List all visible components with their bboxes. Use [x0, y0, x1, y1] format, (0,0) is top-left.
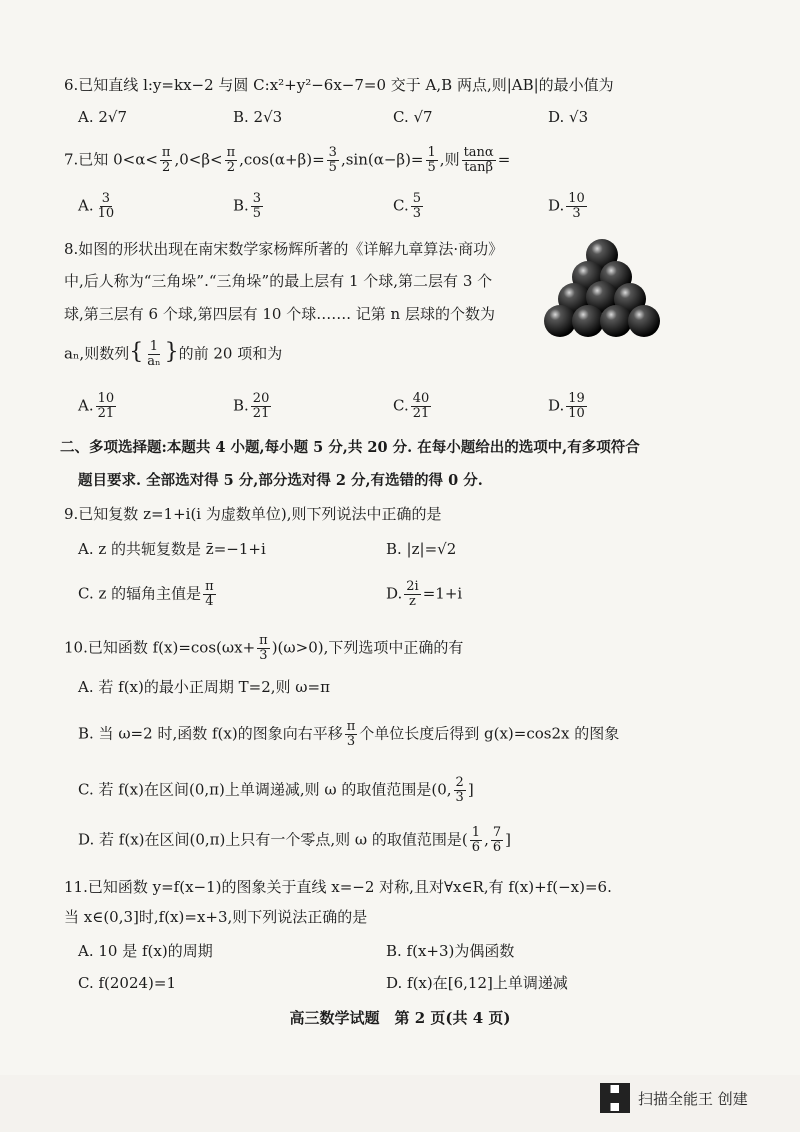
question-8-line-4: aₙ,则数列{ $\frac{1}{\text{aₙ}}$ }的前 20 项和为	[64, 339, 283, 369]
q10-option-c: C. 若 f(x)在区间(0,π)上单调递减,则 ω 的取值范围是(0, $\frac{2}{3}$ ]	[78, 775, 474, 805]
question-10-stem: 10.已知函数 f(x)=cos(ωx+ $\frac{\pi}{3}$ )(ω>0),下列选项中正确的有	[64, 633, 464, 663]
q6-option-b: B. 2√3	[233, 108, 283, 126]
question-11-line-1: 11.已知函数 y=f(x−1)的图象关于直线 x=−2 对称,且对∀x∈R,有 f(x)+f(−x)=6.	[64, 878, 612, 896]
q7-frac-pi-2a: $\frac{\pi}{2}$	[161, 145, 171, 175]
q8-text-b: 的前 20 项和为	[178, 344, 283, 363]
scanner-label: 扫描全能王 创建	[638, 1089, 748, 1108]
q11-option-b: B. f(x+3)为偶函数	[386, 942, 515, 960]
q8-option-a: A. $\frac{10}{21}$	[78, 391, 115, 421]
q7-text-d: ,sin(α−β)=	[340, 150, 424, 169]
question-9-stem: 9.已知复数 z=1+i(i 为虚数单位),则下列说法中正确的是	[64, 505, 442, 523]
page-footer: 高三数学试题 第 2 页(共 4 页)	[289, 1009, 511, 1027]
q7-frac-tan: $\frac{\tan\alpha}{\tan\beta}$	[463, 145, 494, 175]
q7-option-c: C. $\frac{5}{3}$	[393, 191, 421, 221]
q8-frac-1-an: $\frac{1}{\text{aₙ}}$	[147, 339, 161, 369]
q6-option-c: C. √7	[393, 108, 433, 126]
section-2-heading-line-2: 题目要求. 全部选对得 5 分,部分选对得 2 分,有选错的得 0 分.	[78, 472, 483, 489]
q9-option-c: C. z 的辐角主值是 $\frac{\pi}{4}$	[78, 579, 214, 609]
question-8-line-3: 球,第三层有 6 个球,第四层有 10 个球……. 记第 n 层球的个数为	[64, 305, 495, 323]
q10-option-a: A. 若 f(x)的最小正周期 T=2,则 ω=π	[78, 678, 330, 696]
question-8-line-1: 8.如图的形状出现在南宋数学家杨辉所著的《详解九章算法·商功》	[64, 240, 504, 258]
q8-option-b: B. $\frac{20}{21}$	[233, 391, 270, 421]
q8-option-c: C. $\frac{40}{21}$	[393, 391, 430, 421]
question-11-line-2: 当 x∈(0,3]时,f(x)=x+3,则下列说法正确的是	[64, 908, 368, 926]
q8-option-d: D. $\frac{19}{10}$	[548, 391, 585, 421]
q8-text-a: aₙ,则数列	[64, 344, 130, 363]
question-7-stem	[64, 146, 510, 175]
q9-option-b: B. |z|=√2	[386, 540, 457, 558]
question-8-line-2: 中,后人称为“三角垛”.“三角垛”的最上层有 1 个球,第二层有 3 个	[64, 272, 493, 290]
q9-option-d: D. $\frac{2i}{z}$ =1+i	[386, 579, 463, 609]
q11-option-d: D. f(x)在[6,12]上单调递减	[386, 974, 568, 992]
q7-frac-3-5: $\frac{3}{5}$	[328, 145, 337, 175]
q10-option-d: D. 若 f(x)在区间(0,π)上只有一个零点,则 ω 的取值范围是( $\frac{1}{6}$ , $\frac{7}{6}$ ]	[78, 825, 511, 855]
question-6-stem: 6.已知直线 l:y=kx−2 与圆 C:x²+y²−6x−7=0 交于 A,B 两点,则|AB|的最小值为	[64, 76, 614, 94]
q6-option-a: A. 2√7	[78, 108, 128, 126]
q7-text-f: =	[497, 150, 511, 169]
section-2-heading-line-1: 二、多项选择题:本题共 4 小题,每小题 5 分,共 20 分. 在每小题给出的选项中,有多项符合	[60, 439, 640, 456]
q7-text-b: ,0<β<	[174, 150, 223, 169]
q7-text-a: 7.已知 0<α<	[64, 150, 158, 169]
q11-option-a: A. 10 是 f(x)的周期	[78, 942, 213, 960]
q11-option-c: C. f(2024)=1	[78, 974, 177, 992]
pile-balls	[544, 239, 660, 337]
q7-text-e: ,则	[439, 150, 460, 169]
q7-option-d: D. $\frac{10}{3}$	[548, 191, 585, 221]
qr-code-icon	[600, 1083, 630, 1113]
q9-option-a: A. z 的共轭复数是 z̄=−1+i	[78, 540, 266, 558]
q6-option-d: D. √3	[548, 108, 589, 126]
q7-text-c: ,cos(α+β)=	[239, 150, 325, 169]
scanner-watermark	[600, 1078, 790, 1118]
q10-option-b: B. 当 ω=2 时,函数 f(x)的图象向右平移 $\frac{\pi}{3}$ 个单位长度后得到 g(x)=cos2x 的图象	[78, 719, 620, 749]
q7-frac-pi-2b: $\frac{\pi}{2}$	[226, 145, 236, 175]
q7-frac-1-5: $\frac{1}{5}$	[427, 145, 436, 175]
triangular-pile-figure	[540, 225, 665, 350]
q7-option-a: A. $\frac{3}{10}$	[78, 191, 115, 221]
q7-option-b: B. $\frac{3}{5}$	[233, 191, 262, 221]
